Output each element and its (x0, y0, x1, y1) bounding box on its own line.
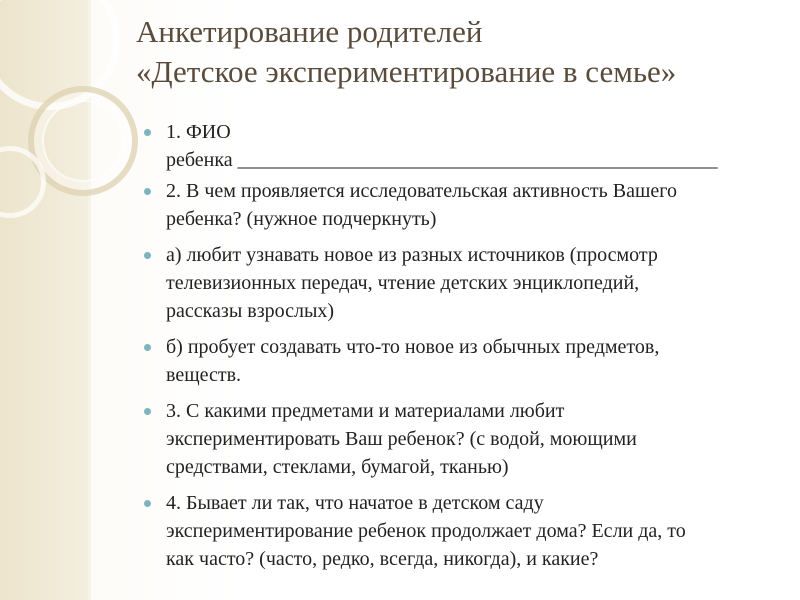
title-line: «Детское экспериментирование в семье» (136, 54, 677, 89)
list-item (144, 489, 774, 573)
question-list (144, 118, 774, 581)
list-item (144, 397, 774, 481)
item-line: 2. В чем проявляется исследовательская активность Вашего (166, 180, 677, 202)
item-line: ребенка? (нужное подчеркнуть) (166, 208, 437, 230)
title-line: Анкетирование родителей (136, 14, 483, 49)
item-line: средствами, стеклами, бумагой, тканью) (166, 456, 509, 478)
bullet-icon (144, 500, 151, 507)
item-line: экспериментировать Ваш ребенок? (с водой, моющими (166, 428, 637, 450)
bullet-icon (144, 129, 151, 136)
item-line: экспериментирование ребенок продолжает дома? Если да, то (166, 520, 686, 542)
item-line: а) любит узнавать новое из разных источников (просмотр (166, 244, 658, 266)
item-line: 3. С какими предметами и материалами любит (166, 400, 565, 422)
bullet-icon (144, 344, 151, 351)
list-item (144, 118, 774, 174)
item-line: 4. Бывает ли так, что начатое в детском саду (166, 492, 544, 514)
slide-title (136, 12, 776, 92)
bullet-icon (144, 188, 151, 195)
list-item (144, 177, 774, 233)
list-item (144, 333, 774, 389)
item-line: ребенка ________________________________________________ (166, 149, 718, 171)
item-line: рассказы взрослых) (166, 300, 335, 322)
list-item (144, 241, 774, 325)
item-line: б) пробует создавать что-то новое из обычных предметов, (166, 336, 660, 358)
item-line: телевизионных передач, чтение детских энциклопедий, (166, 272, 640, 294)
decorative-ring (42, 100, 124, 182)
item-line: как часто? (часто, редко, всегда, никогда), и какие? (166, 548, 599, 570)
item-line: 1. ФИО (166, 121, 231, 143)
bullet-icon (144, 408, 151, 415)
item-line: веществ. (166, 364, 242, 386)
bullet-icon (144, 252, 151, 259)
